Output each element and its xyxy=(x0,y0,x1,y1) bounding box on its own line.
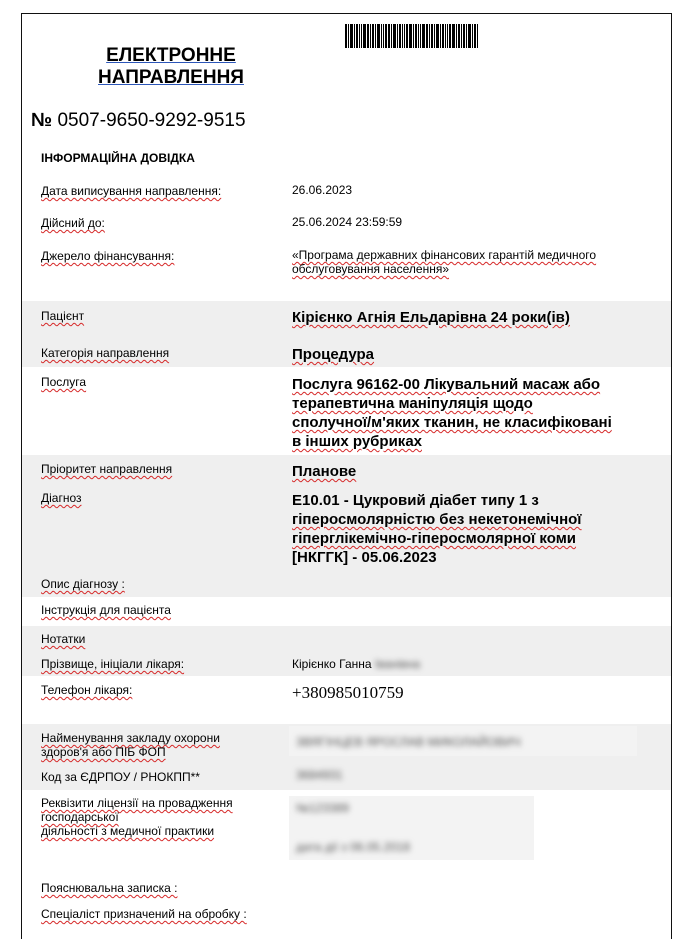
doctor-name: Кірієнко Ганна Іванівна xyxy=(292,657,421,671)
service-value: Послуга 96162-00 Лікувальний масаж або терапевтична маніпуляція щодо сполучної/м'яких тканин, не класифіковані в інших рубриках xyxy=(292,376,612,450)
patient-value: Кірієнко Агнія Ельдарівна 24 роки(ів) xyxy=(292,309,570,326)
patient-label: Пацієнт xyxy=(41,309,85,323)
priority-value: Планове xyxy=(292,463,357,480)
issue-date-label: Дата виписування направлення: xyxy=(41,184,222,198)
license-label: Реквізити ліцензії на провадження господарської діяльності з медичної практики xyxy=(41,796,233,838)
issue-date-value: 26.06.2023 xyxy=(292,183,353,197)
doctor-label: Прізвище, ініціали лікаря: xyxy=(41,657,185,671)
funding-label: Джерело фінансування: xyxy=(41,249,175,263)
section-title: ІНФОРМАЦІЙНА ДОВІДКА xyxy=(41,151,195,165)
valid-until-label: Дійсний до: xyxy=(41,216,105,230)
diagnosis-value: E10.01 - Цукровий діабет типу 1 з гіперосмолярністю без некетонемічної гіперглікемічно-гіперосмолярної коми [НКГГК] - 05.06.2023 xyxy=(292,492,582,566)
doctor-phone-label: Телефон лікаря: xyxy=(41,683,133,697)
edrpou-value: 3684931 xyxy=(296,768,343,782)
priority-label: Пріоритет направлення xyxy=(41,462,173,476)
document-title: ЕЛЕКТРОННЕ НАПРАВЛЕННЯ xyxy=(98,45,244,88)
service-label: Послуга xyxy=(41,375,87,389)
barcode xyxy=(345,24,545,48)
valid-until-value: 25.06.2024 23:59:59 xyxy=(292,215,403,229)
edrpou-label: Код за ЄДРПОУ / РНОКПП** xyxy=(41,770,200,784)
category-value: Процедура xyxy=(292,346,375,363)
patient-instruction-label: Інструкція для пацієнта xyxy=(41,603,171,617)
specialist-label: Спеціаліст призначений на обробку : xyxy=(41,907,247,921)
license-number: №123389 xyxy=(296,801,349,815)
license-date: дата дії з 06.05.2018 xyxy=(296,840,411,854)
doctor-name-redacted: Іванівна xyxy=(374,657,421,671)
facility-value: ЗВЯГІНЦЕВ ЯРОСЛАВ МИКОЛАЙОВИЧ xyxy=(296,735,521,749)
doctor-phone-value: +380985010759 xyxy=(292,683,404,702)
explanatory-note-label: Пояснювальна записка : xyxy=(41,881,178,895)
diagnosis-desc-label: Опис діагнозу : xyxy=(41,577,125,591)
facility-label: Найменування закладу охорони здоров'я або ПІБ ФОП xyxy=(41,731,220,759)
referral-number: № 0507-9650-9292-9515 xyxy=(31,110,246,131)
diagnosis-label: Діагноз xyxy=(41,491,82,505)
category-label: Категорія направлення xyxy=(41,346,170,360)
funding-value: «Програма державних фінансових гарантій медичного обслуговування населення» xyxy=(292,248,597,276)
referral-document xyxy=(21,13,672,939)
notes-label: Нотатки xyxy=(41,632,86,646)
